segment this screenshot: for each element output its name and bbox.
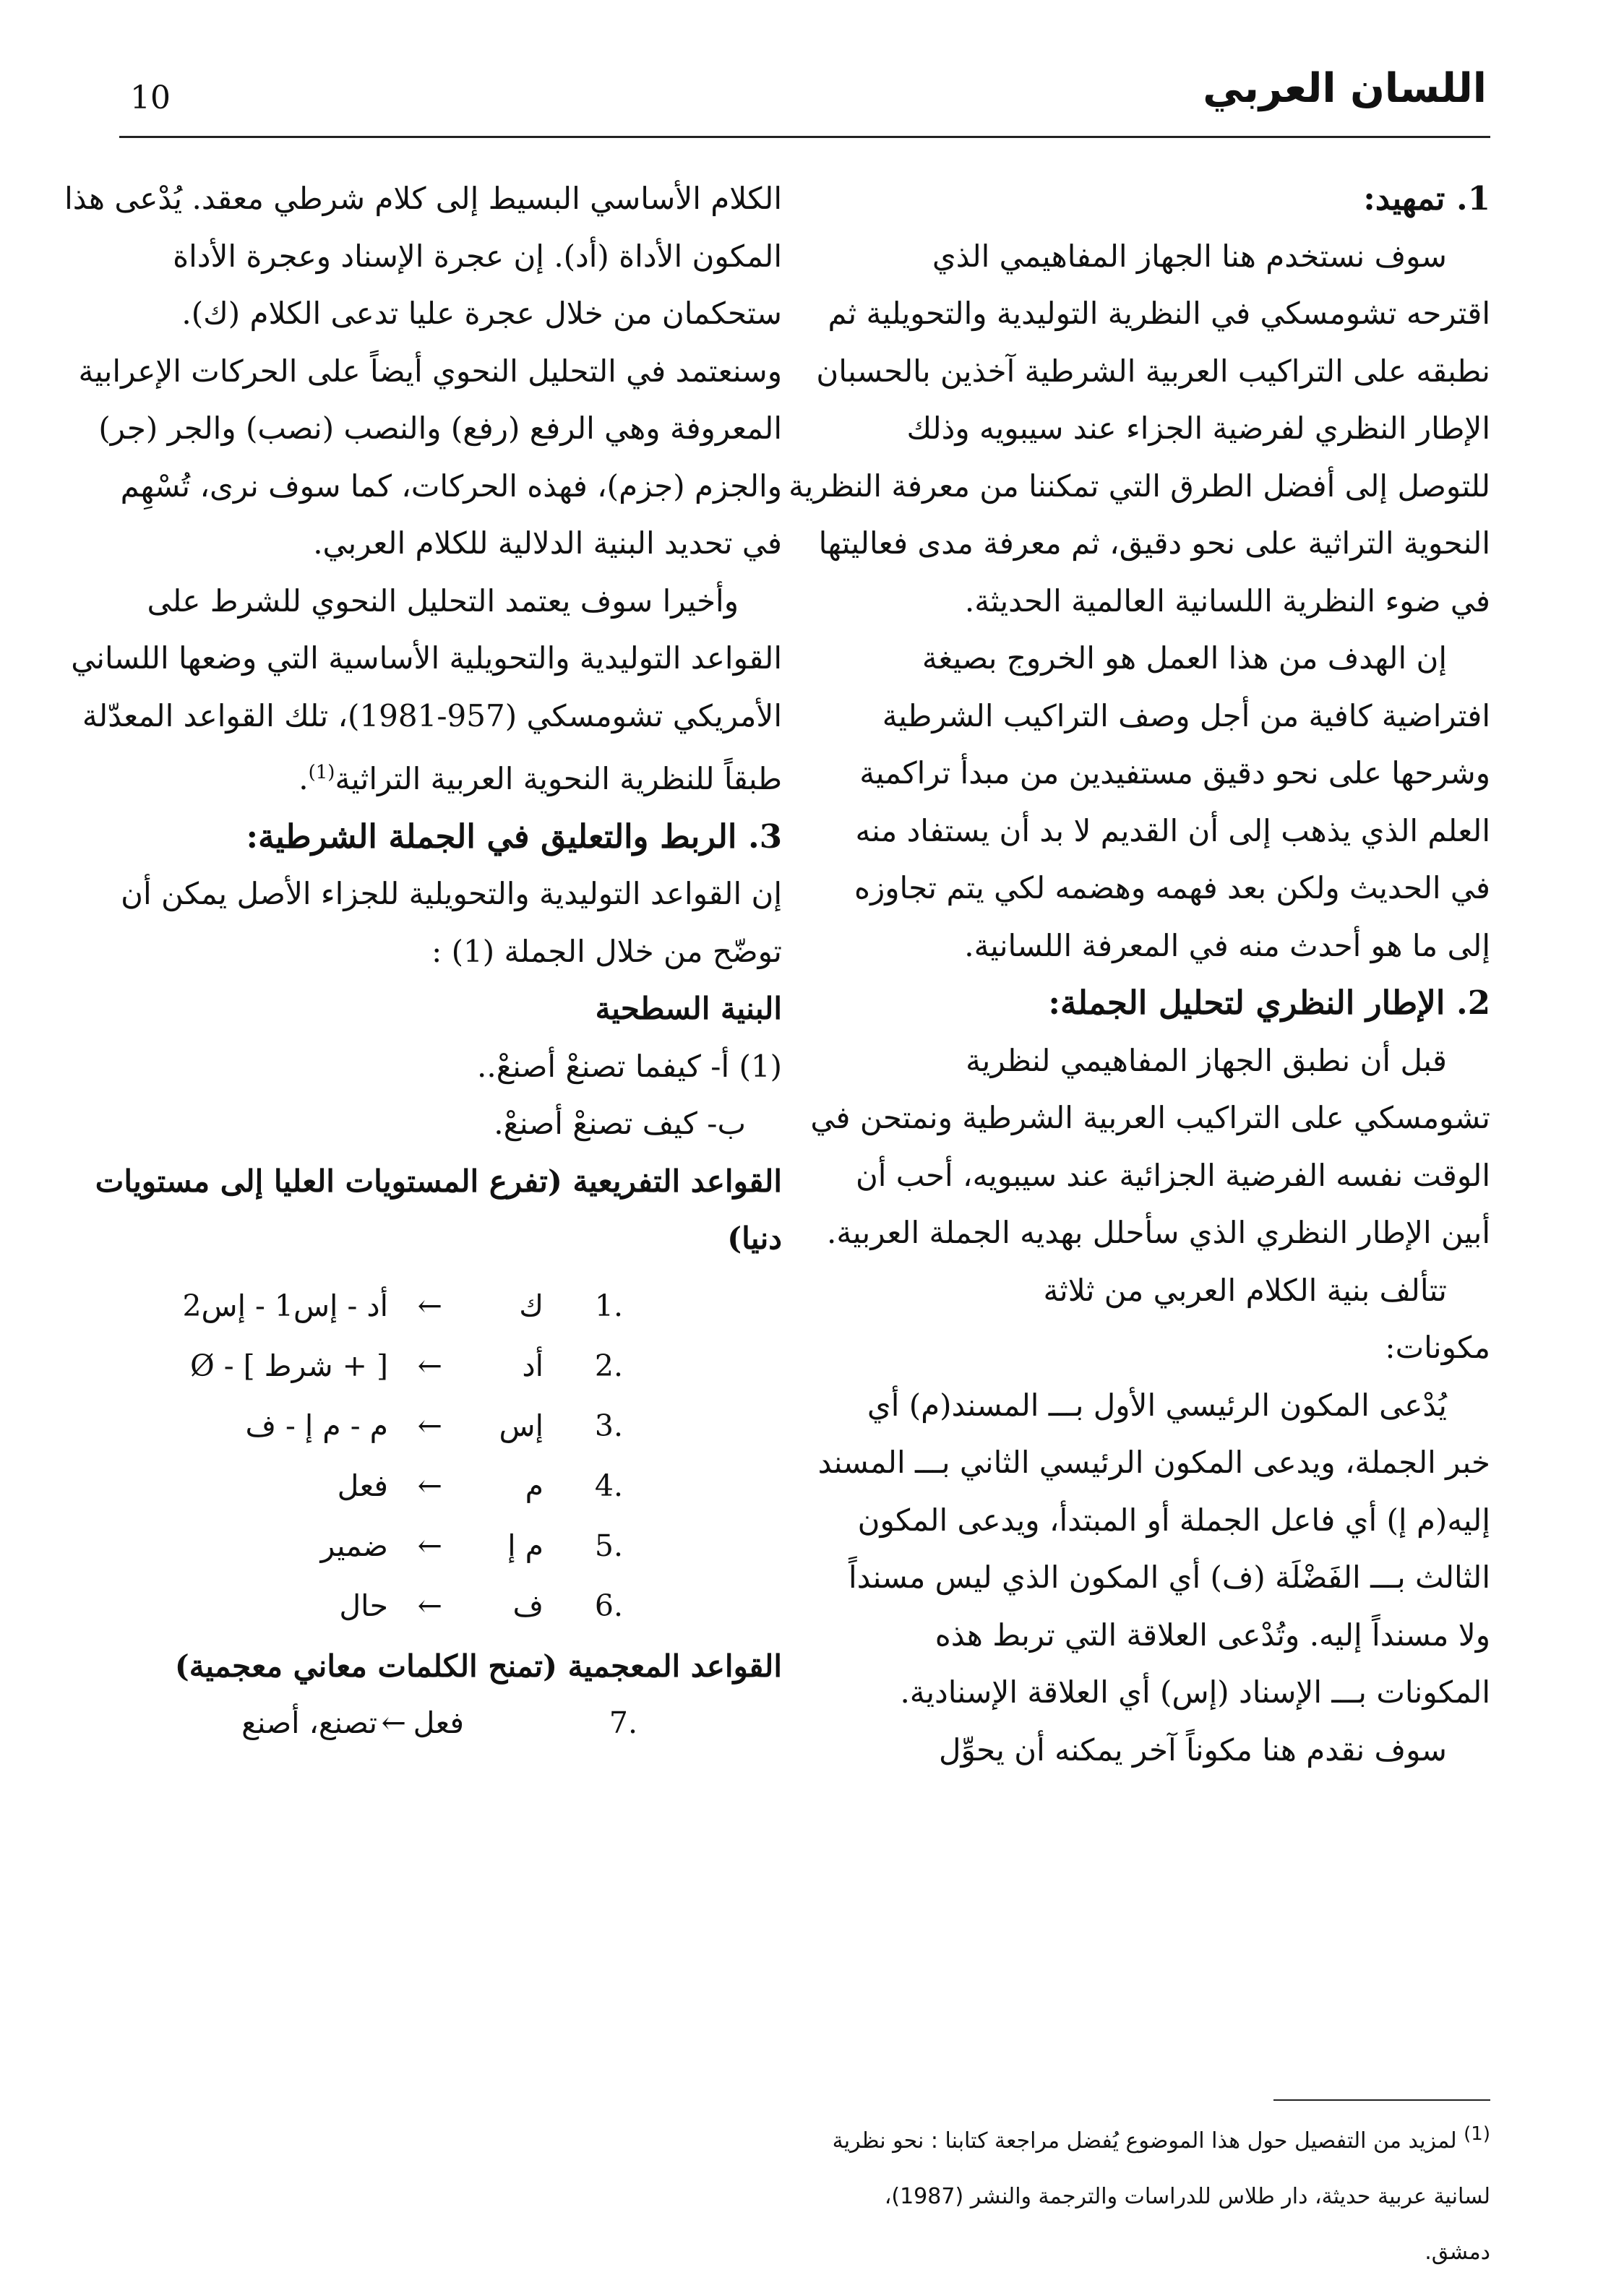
footnote-text: لمزيد من التفصيل حول هذا الموضوع يُفضل مراجعة كتابنا : نحو نظرية [832,2128,1457,2154]
rule-row [117,1578,782,1638]
journal-title: اللسان العربي [1203,65,1487,112]
section-heading-framework: 2. الإطار النظري لتحليل الجملة: [1048,984,1490,1022]
footnote-mark: (1) [1464,2123,1490,2145]
rule-number: 1. [594,1288,623,1323]
text-line: خبر الجملة، ويدعى المكون الرئيسي الثاني بـــ المسند [817,1445,1490,1480]
rules-paragraph [71,572,782,808]
rule-number: 2. [594,1348,623,1383]
text-line: الأمريكي تشومسكي (957-1981)، تلك القواعد المعدّلة [82,697,782,734]
surface-structure-heading: البنية السطحية [595,991,782,1026]
arrow-icon: ← [417,1408,442,1443]
branching-rules-list [117,1278,782,1638]
branching-rules-heading-cont: دنيا) [727,1221,782,1256]
rule-rhs: فعل [337,1468,388,1503]
text-line: اقترحه تشومسكي في النظرية التوليدية والتحويلية ثم [828,296,1490,331]
text-line: القواعد التوليدية والتحويلية الأساسية التي وضعها اللساني [71,640,782,676]
text-line: إن القواعد التوليدية والتحويلية للجزاء الأصل يمكن أن [121,876,782,911]
text-line: إن الهدف من هذا العمل هو الخروج بصيغة [921,640,1447,676]
conditional-paragraph [117,865,782,980]
right-column [789,170,1490,1778]
text-line: تتألف بنية الكلام العربي من ثلاثة [1043,1272,1447,1308]
text-line: طبقاً للنظرية النحوية العربية التراثية$^{(1)}$. [298,761,782,796]
rule-rhs: ضمير [320,1528,388,1563]
rule-number: 7. [609,1705,637,1740]
intro-paragraph-2 [815,629,1490,974]
continuation-paragraph [64,170,782,572]
text-line: وسنعتمد في التحليل النحوي أيضاً على الحركات الإعرابية [78,353,782,389]
arrow-icon: ← [417,1468,442,1503]
text-line: وأخيرا سوف يعتمد التحليل النحوي للشرط على [147,582,739,619]
text-line: الوقت نفسه الفرضية الجزائية عند سيبويه، أحب أن [855,1157,1490,1193]
text-line: قبل أن نطبق الجهاز المفاهيمي لنظرية [966,1042,1447,1078]
rule-row [117,1398,782,1458]
text-span: طبقاً للنظرية النحوية العربية التراثية [335,761,782,796]
footnote [815,2107,1490,2280]
text-line: العلم الذي يذهب إلى أن القديم لا بد أن يستفاد منه [855,812,1490,848]
text-line: سوف نستخدم هنا الجهاز المفاهيمي الذي [932,238,1447,274]
rule-row [117,1695,782,1755]
text-line: في الحديث ولكن بعد فهمه وهضمه لكي يتم تجاوزه [854,870,1490,905]
rule-lhs: م [525,1468,544,1503]
rule-lhs: م إ [507,1528,544,1563]
rule-number: 5. [594,1528,623,1563]
text-line: في ضوء النظرية اللسانية العالمية الحديثة. [964,582,1490,619]
example-b: ب- كيف تصنعْ أصنعْ. [494,1106,746,1141]
page-header [123,51,1487,119]
text-line: الثالث بـــ الفَضْلَة (ف) أي المكون الذي ليس مسنداً [848,1560,1490,1595]
footnote-line [815,2107,1490,2169]
lexical-rules-list [117,1695,782,1755]
arrow-icon: ← [417,1588,442,1623]
text-line: المكونات بـــ الإسناد (إس) أي العلاقة الإسنادية. [900,1674,1490,1710]
arrow-icon: ← [417,1288,442,1323]
rule-row [117,1278,782,1338]
text-line: للتوصل إلى أفضل الطرق التي تمكننا من معرفة النظرية [789,468,1490,504]
framework-paragraph-3 [815,1377,1490,1721]
text-line: النحوية التراثية على نحو دقيق، ثم معرفة مدى فعاليتها [818,525,1490,561]
intro-paragraph-1 [789,228,1490,630]
section-heading-intro: 1. تمهيد: [1363,179,1490,218]
arrow-icon: ← [417,1528,442,1563]
rule-row [117,1338,782,1398]
text-line: ولا مسنداً إليه. وتُدْعى العلاقة التي تربط هذه [935,1617,1490,1653]
rule-rhs: أد - إس1 - إس2 [182,1288,388,1323]
text-line: افتراضية كافية من أجل وصف التراكيب الشرطية [882,697,1490,734]
footnote-reference[interactable]: (1) [308,762,335,783]
framework-paragraph-2 [815,1262,1490,1377]
section-heading-conditional: 3. الربط والتعليق في الجملة الشرطية: [246,817,782,856]
rule-number: 6. [594,1588,623,1623]
text-line: مكونات: [1385,1330,1490,1365]
footnote-rule [1273,2099,1490,2101]
text-line: إلى ما هو أحدث منه في المعرفة اللسانية. [964,927,1490,963]
text-line: توضّح من خلال الجملة (1) : [431,933,782,969]
rule-lhs: ك [519,1288,544,1323]
rule-number: 4. [594,1468,623,1503]
text-line: المعروفة وهي الرفع (رفع) والنصب (نصب) والجر (جر) [98,410,782,446]
text-line: الإطار النظري لفرضية الجزاء عند سيبويه وذلك [906,410,1490,446]
rule-lhs: فعل [413,1705,464,1740]
framework-paragraph-1 [810,1032,1490,1262]
text-line: المكون الأداة (أد). إن عجرة الإسناد وعجرة الأداة [173,238,782,274]
footnote-line: لسانية عربية حديثة، دار طلاس للدراسات والترجمة والنشر (1987)، دمشق. [884,2184,1490,2265]
framework-paragraph-4: سوف نقدم هنا مكوناً آخر يمكنه أن يحوِّل [938,1731,1447,1768]
text-line: أبين الإطار النظري الذي سأحلل بهديه الجملة العربية. [827,1215,1490,1250]
rule-row [117,1518,782,1578]
text-line: الكلام الأساسي البسيط إلى كلام شرطي معقد. يُدْعى هذا [64,181,782,216]
text-line: وشرحها على نحو دقيق مستفيدين من مبدأ تراكمية [859,755,1490,791]
rule-rhs: [ + شرط ] - Ø [190,1348,388,1383]
header-rule [119,136,1490,138]
arrow-icon: ← [381,1705,406,1740]
rule-row [117,1458,782,1518]
rule-lhs: إس [499,1408,544,1443]
rule-number: 3. [594,1408,623,1443]
arrow-icon: ← [417,1348,442,1383]
rule-lhs: ف [512,1588,544,1623]
text-line: تشومسكي على التراكيب العربية الشرطية ونمتحن في [810,1100,1490,1135]
text-line: في تحديد البنية الدلالية للكلام العربي. [313,525,782,561]
rule-lhs: أد [522,1348,544,1383]
lexical-rules-heading: القواعد المعجمية (تمنح الكلمات معاني معجمية) [174,1648,782,1684]
branching-rules-heading: القواعد التفريعية (تفرع المستويات العليا إلى مستويات [95,1163,782,1199]
left-column [64,170,782,1755]
page-number: 10 [130,79,171,116]
rule-rhs: حال [339,1588,388,1623]
rule-rhs: م - م إ - ف [245,1408,388,1443]
text-line: ستحكمان من خلال عجرة عليا تدعى الكلام (ك). [181,296,782,331]
rule-rhs: تصنع، أصنع [241,1705,377,1740]
text-line: نطبقه على التراكيب العربية الشرطية آخذين بالحسبان [816,353,1490,389]
example-a: (1) أ- كيفما تصنعْ أصنعْ.. [477,1048,782,1084]
text-line: إليه(م إ) أي فاعل الجملة أو المبتدأ، ويدعى المكون [857,1502,1490,1538]
text-line: يُدْعى المكون الرئيسي الأول بـــ المسند(م) أي [867,1387,1447,1423]
text-line: والجزم (جزم)، فهذه الحركات، كما سوف نرى، تُسْهِم [120,468,782,504]
